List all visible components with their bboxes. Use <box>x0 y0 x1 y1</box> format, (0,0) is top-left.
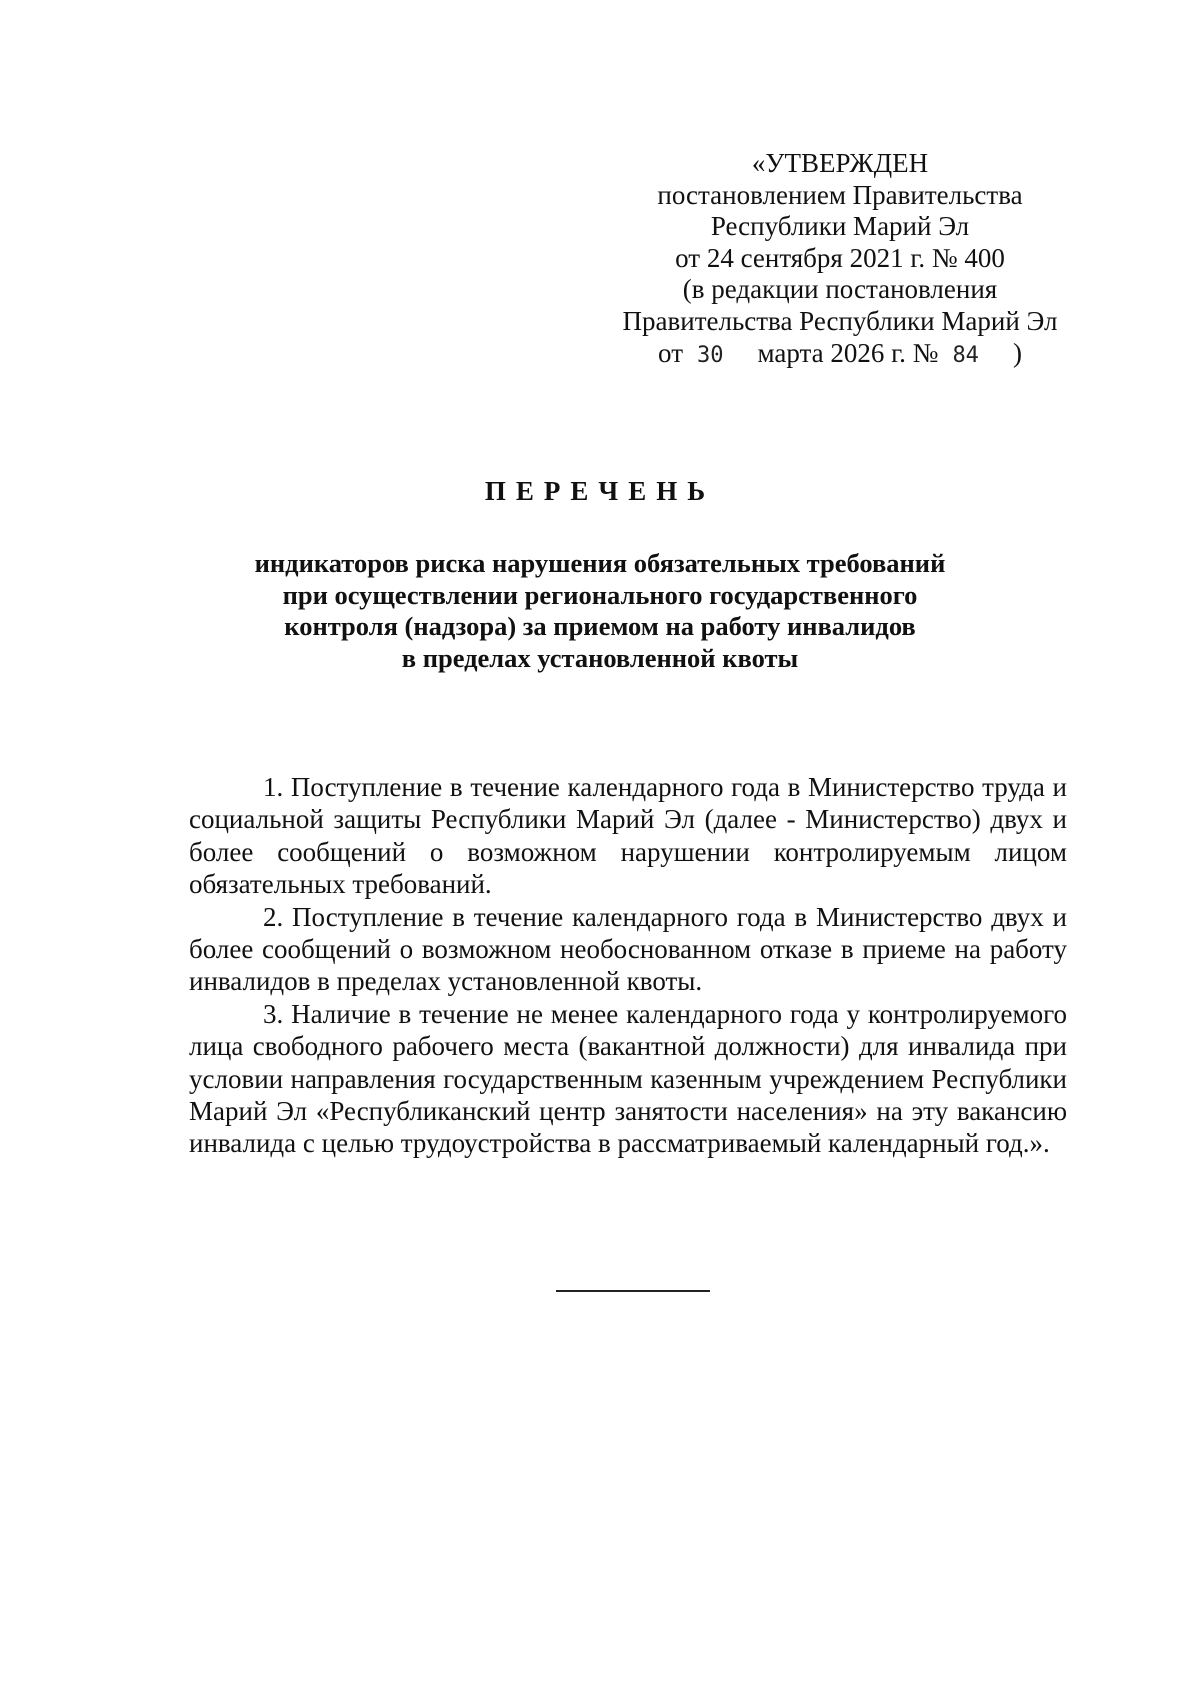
approval-line-decree: постановлением Правительства <box>657 179 1023 210</box>
approval-line-republic: Республики Марий Эл <box>710 211 970 242</box>
amendment-month-year: марта 2026 г. № <box>757 337 939 368</box>
approval-line-date-number: от 24 сентября 2021 г. № 400 <box>675 242 1005 273</box>
indicators-list <box>189 771 1067 1160</box>
subtitle-line: в пределах установленной квоты <box>401 642 799 673</box>
subtitle-line: индикаторов риска нарушения обязательных требований <box>254 548 946 578</box>
document-title: ПЕРЕЧЕНЬ <box>484 476 716 506</box>
approval-line-amendment-date <box>600 338 1080 372</box>
subtitle-line: при осуществлении регионального государственного <box>282 579 918 610</box>
amendment-day: 30 <box>697 342 724 368</box>
approval-line-government: Правительства Республики Марий Эл <box>622 305 1058 336</box>
document-subtitle <box>200 548 1000 674</box>
approval-stamp-block <box>600 148 1080 371</box>
list-item: 1. Поступление в течение календарного года в Министерство труда и социальной защиты Республики Марий Эл (далее - Министерство) двух и более сообщений о возможном нарушении контролируемым лицом обязательных требований. <box>189 772 1067 900</box>
approval-heading: «УТВЕРЖДЕН <box>751 148 929 178</box>
amendment-number: 84 <box>952 342 979 368</box>
list-item: 3. Наличие в течение не менее календарного года у контролируемого лица свободного рабочего места (вакантной должности) для инвалида при условии направления государственным казенным учреждением Республики Марий Эл «Республиканский центр занятости населения» на эту вакансию инвалида с целью трудоустройства в рассматриваемый календарный год.». <box>189 998 1067 1159</box>
list-item: 2. Поступление в течение календарного года в Министерство двух и более сообщений о возможном необоснованном отказе в приеме на работу инвалидов в пределах установленной квоты. <box>189 901 1067 997</box>
end-separator-line <box>556 1290 710 1292</box>
subtitle-line: контроля (надзора) за приемом на работу инвалидов <box>284 611 916 641</box>
amendment-close-paren: ) <box>1012 337 1022 368</box>
approval-line-edition: (в редакции постановления <box>682 274 998 305</box>
amendment-from-label: от <box>658 337 683 368</box>
